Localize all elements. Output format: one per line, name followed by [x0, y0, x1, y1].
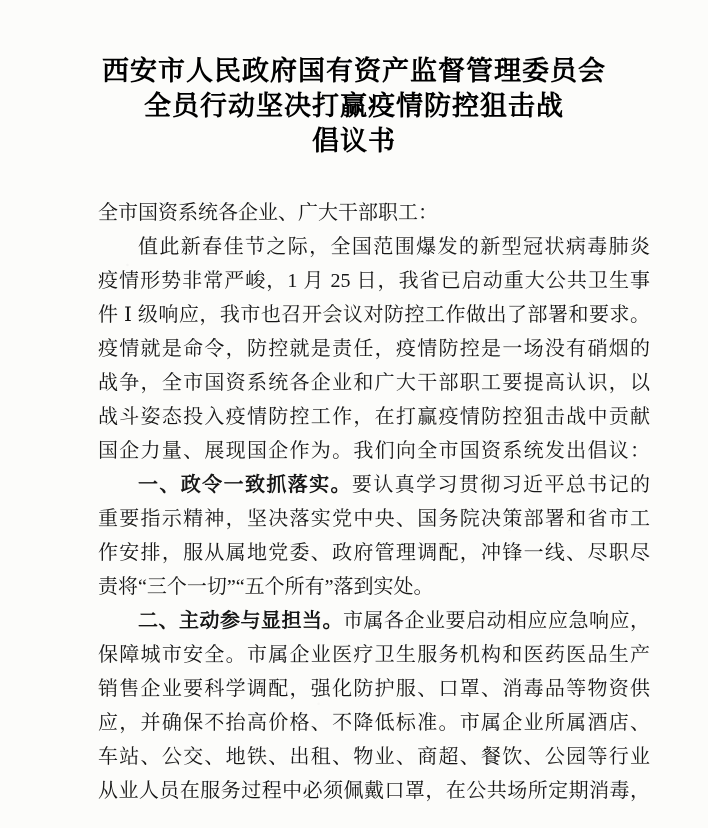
text-line [98, 332, 650, 366]
body-text: 要认真学习贯彻习近平总书记的 [351, 474, 650, 496]
text-line [98, 264, 650, 298]
text-line [98, 740, 650, 774]
body-text: 重要指示精神，坚决落实党中央、国务院决策部署和省市工 [98, 508, 650, 530]
text-line [98, 196, 650, 230]
section-heading-text: 二、主动参与显担当。 [138, 610, 343, 632]
title-line-3: 倡议书 [312, 126, 396, 156]
text-line [98, 570, 650, 604]
text-line [98, 298, 650, 332]
body-text: 作安排，服从属地党委、政府管理调配，冲锋一线、尽职尽 [98, 542, 650, 564]
body-text: 疫情就是命令，防控就是责任，疫情防控是一场没有硝烟的 [98, 338, 650, 360]
body-text: 销售企业要科学调配，强化防护服、口罩、消毒品等物资供 [98, 678, 650, 700]
document-title [0, 0, 708, 159]
body-text: 车站、公交、地铁、出租、物业、商超、餐饮、公园等行业 [98, 746, 650, 768]
title-line-2: 全员行动坚决打赢疫情防控狙击战 [144, 91, 564, 121]
text-line [98, 502, 650, 536]
text-line [98, 638, 650, 672]
body-text: 值此新春佳节之际，全国范围爆发的新型冠状病毒肺炎 [138, 236, 650, 258]
text-line [98, 366, 650, 400]
body-text: 应，并确保不抬高价格、不降低标准。市属企业所属酒店、 [98, 712, 650, 734]
document-body [98, 196, 650, 808]
body-text: 国企力量、展现国企作为。我们向全市国资系统发出倡议： [98, 440, 650, 462]
body-text: 从业人员在服务过程中必须佩戴口罩，在公共场所定期消毒， [98, 780, 650, 802]
text-line [98, 604, 650, 638]
text-line [98, 400, 650, 434]
text-line [98, 672, 650, 706]
section-heading-text: 一、政令一致抓落实。 [138, 474, 352, 496]
body-text: 全市国资系统各企业、广大干部职工： [98, 202, 438, 224]
text-line [98, 468, 650, 502]
body-text: 保障城市安全。市属企业医疗卫生服务机构和医药医品生产 [98, 644, 650, 666]
text-line [98, 230, 650, 264]
title-line-1: 西安市人民政府国有资产监督管理委员会 [102, 56, 606, 86]
body-text: 战争，全市国资系统各企业和广大干部职工要提高认识，以 [98, 372, 650, 394]
body-text: 责将“三个一切”“五个所有”落到实处。 [98, 576, 434, 598]
body-text: 战斗姿态投入疫情防控工作，在打赢疫情防控狙击战中贡献 [98, 406, 650, 428]
body-text: 件 Ⅰ 级响应，我市也召开会议对防控工作做出了部署和要求。 [98, 304, 650, 326]
text-line [98, 536, 650, 570]
body-text: 市属各企业要启动相应应急响应， [343, 610, 650, 632]
text-line [98, 774, 650, 808]
body-text: 疫情形势非常严峻，1 月 25 日，我省已启动重大公共卫生事 [98, 270, 650, 292]
text-line [98, 706, 650, 740]
text-line [98, 434, 650, 468]
